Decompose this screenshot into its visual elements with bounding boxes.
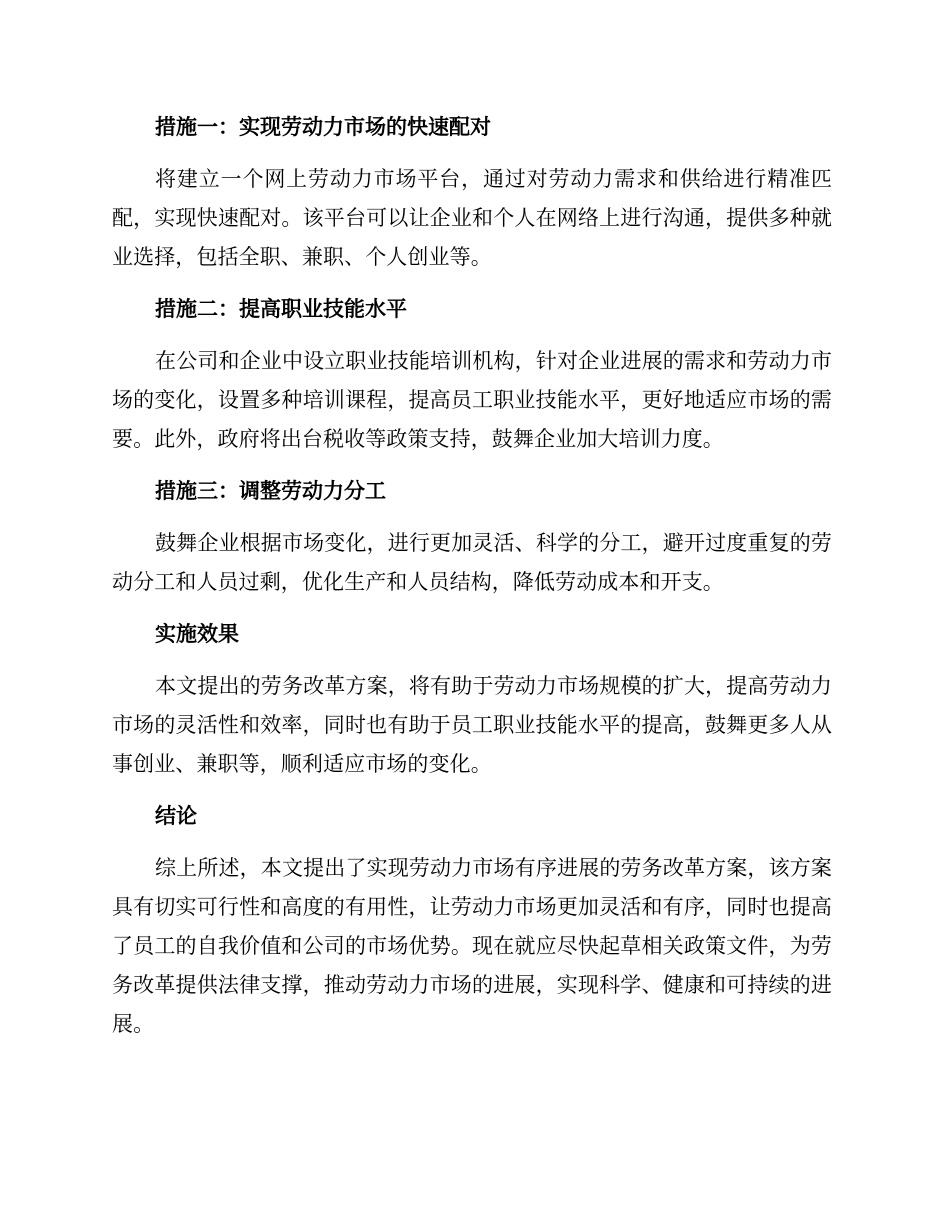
document-body — [112, 112, 832, 1044]
section-heading-1: 措施一：实现劳动力市场的快速配对 — [155, 115, 491, 139]
section-heading-3: 措施三：调整劳动力分工 — [155, 479, 386, 503]
section-heading-5: 结论 — [155, 804, 197, 828]
section-heading-2: 措施二：提高职业技能水平 — [155, 297, 407, 321]
section-heading-4: 实施效果 — [155, 622, 239, 646]
section-paragraph-1: 将建立一个网上劳动力市场平台，通过对劳动力需求和供给进行精准匹配，实现快速配对。该平台可以让企业和个人在网络上进行沟通，提供多种就业选择，包括全职、兼职、个人创业等。 — [112, 167, 832, 269]
section-paragraph-3: 鼓舞企业根据市场变化，进行更加灵活、科学的分工，避开过度重复的劳动分工和人员过剩，优化生产和人员结构，降低劳动成本和开支。 — [112, 531, 832, 594]
section-paragraph-2: 在公司和企业中设立职业技能培训机构，针对企业进展的需求和劳动力市场的变化，设置多种培训课程，提高员工职业技能水平，更好地适应市场的需要。此外，政府将出台税收等政策支持，鼓舞企业加大培训力度。 — [112, 349, 832, 451]
section-paragraph-4: 本文提出的劳务改革方案，将有助于劳动力市场规模的扩大，提高劳动力市场的灵活性和效率，同时也有助于员工职业技能水平的提高，鼓舞更多人从事创业、兼职等，顺利适应市场的变化。 — [112, 674, 832, 776]
section-paragraph-5: 综上所述，本文提出了实现劳动力市场有序进展的劳务改革方案，该方案具有切实可行性和高度的有用性，让劳动力市场更加灵活和有序，同时也提高了员工的自我价值和公司的市场优势。现在就应尽快起草相关政策文件，为劳务改革提供法律支撑，推动劳动力市场的进展，实现科学、健康和可持续的进展。 — [112, 856, 832, 1036]
